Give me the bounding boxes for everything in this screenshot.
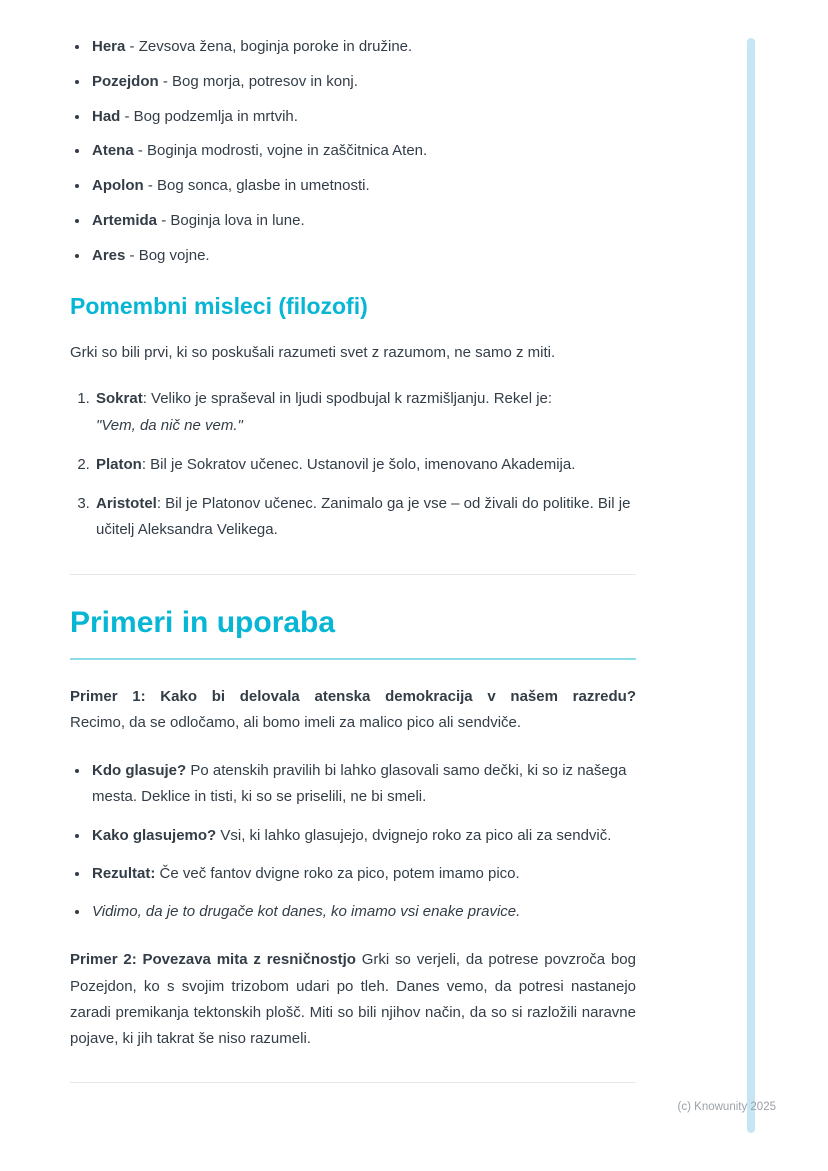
philosopher-name: Sokrat	[96, 390, 143, 408]
god-name: Hera	[92, 38, 126, 55]
example-bullets	[70, 758, 636, 925]
section-heading-philosophers: Pomembni misleci (filozofi)	[70, 293, 368, 320]
god-name: Pozejdon	[92, 72, 159, 90]
list-item	[90, 758, 636, 811]
primer2-title: Primer 2: Povezava mita z resničnostjo	[70, 951, 356, 969]
bullet-text: Če več fantov dvigne roko za pico, potem imamo pico.	[155, 864, 520, 882]
philosopher-text: : Veliko je spraševal in ljudi spodbujal k razmišljanju. Rekel je:	[142, 390, 553, 408]
god-name: Artemida	[92, 211, 158, 229]
list-item	[90, 71, 636, 93]
list-item	[90, 106, 636, 128]
god-desc: - Boginja lova in lune.	[157, 211, 305, 229]
philosophers-list	[70, 386, 636, 543]
philosopher-name: Aristotel	[96, 495, 157, 513]
list-item	[90, 245, 636, 267]
divider	[70, 574, 636, 575]
list-item	[90, 140, 636, 162]
section-heading-examples: Primeri in uporaba	[70, 605, 636, 660]
primer2-paragraph	[70, 947, 636, 1052]
bullet-text: Vsi, ki lahko glasujejo, dvignejo roko za pico ali za sendvič.	[216, 826, 612, 844]
list-item	[90, 210, 636, 232]
bullet-term: Rezultat:	[92, 864, 156, 882]
footer-copyright: (c) Knowunity 2025	[677, 1101, 776, 1113]
god-desc: - Bog morja, potresov in konj.	[158, 72, 358, 90]
philosopher-text: : Bil je Sokratov učenec. Ustanovil je šolo, imenovano Akademija.	[141, 455, 576, 473]
list-item	[94, 386, 636, 439]
god-name: Ares	[92, 246, 126, 264]
list-item	[90, 823, 636, 849]
bullet-text-italic: Vidimo, da je to drugače kot danes, ko imamo vsi enake pravice.	[92, 903, 521, 921]
bullet-term: Kako glasujemo?	[92, 826, 217, 844]
primer1-title: Primer 1: Kako bi delovala atenska demokracija v našem razredu?	[70, 687, 636, 705]
bullet-term: Kdo glasuje?	[92, 762, 187, 780]
god-desc: - Bog sonca, glasbe in umetnosti.	[143, 177, 370, 194]
list-item	[90, 175, 636, 197]
god-name: Apolon	[92, 177, 144, 194]
primer1-paragraph	[70, 684, 636, 737]
list-item	[90, 861, 636, 887]
gods-list	[70, 36, 636, 266]
god-name: Had	[92, 107, 121, 125]
god-name: Atena	[92, 142, 134, 160]
philosopher-name: Platon	[96, 455, 142, 473]
god-desc: - Bog podzemlja in mrtvih.	[120, 107, 298, 125]
divider	[70, 1082, 636, 1083]
list-item	[90, 36, 636, 58]
bullet-text: Po atenskih pravilih bi lahko glasovali samo dečki, ki so iz našega mesta. Deklice in tisti, ki so se priselili, ne bi smeli.	[92, 762, 627, 806]
philosopher-quote: "Vem, da nič ne vem."	[96, 416, 243, 434]
page-content	[70, 36, 636, 1113]
god-desc: - Bog vojne.	[125, 246, 210, 264]
list-item	[90, 899, 636, 925]
page-accent-bar	[747, 38, 755, 1133]
god-desc: - Zevsova žena, boginja poroke in družine.	[125, 38, 413, 55]
list-item	[94, 452, 636, 478]
god-desc: - Boginja modrosti, vojne in zaščitnica Aten.	[133, 142, 428, 160]
philosopher-text: : Bil je Platonov učenec. Zanimalo ga je vse – od živali do politike. Bil je učitelj Aleksandra Velikega.	[96, 495, 631, 539]
philosophers-intro: Grki so bili prvi, ki so poskušali razumeti svet z razumom, ne samo z miti.	[70, 344, 556, 362]
primer1-intro: Recimo, da se odločamo, ali bomo imeli za malico pico ali sendviče.	[70, 713, 522, 731]
primer2-text: Grki so verjeli, da potrese povzroča bog Pozejdon, ko s svojim trizobom udari po tleh. Danes vemo, da potresi nastanejo zaradi premikanja tektonskih plošč. Miti so bili njihov način, da so si razložili naravne pojave, ki jih takrat še niso razumeli.	[70, 951, 636, 1048]
list-item	[94, 491, 636, 544]
